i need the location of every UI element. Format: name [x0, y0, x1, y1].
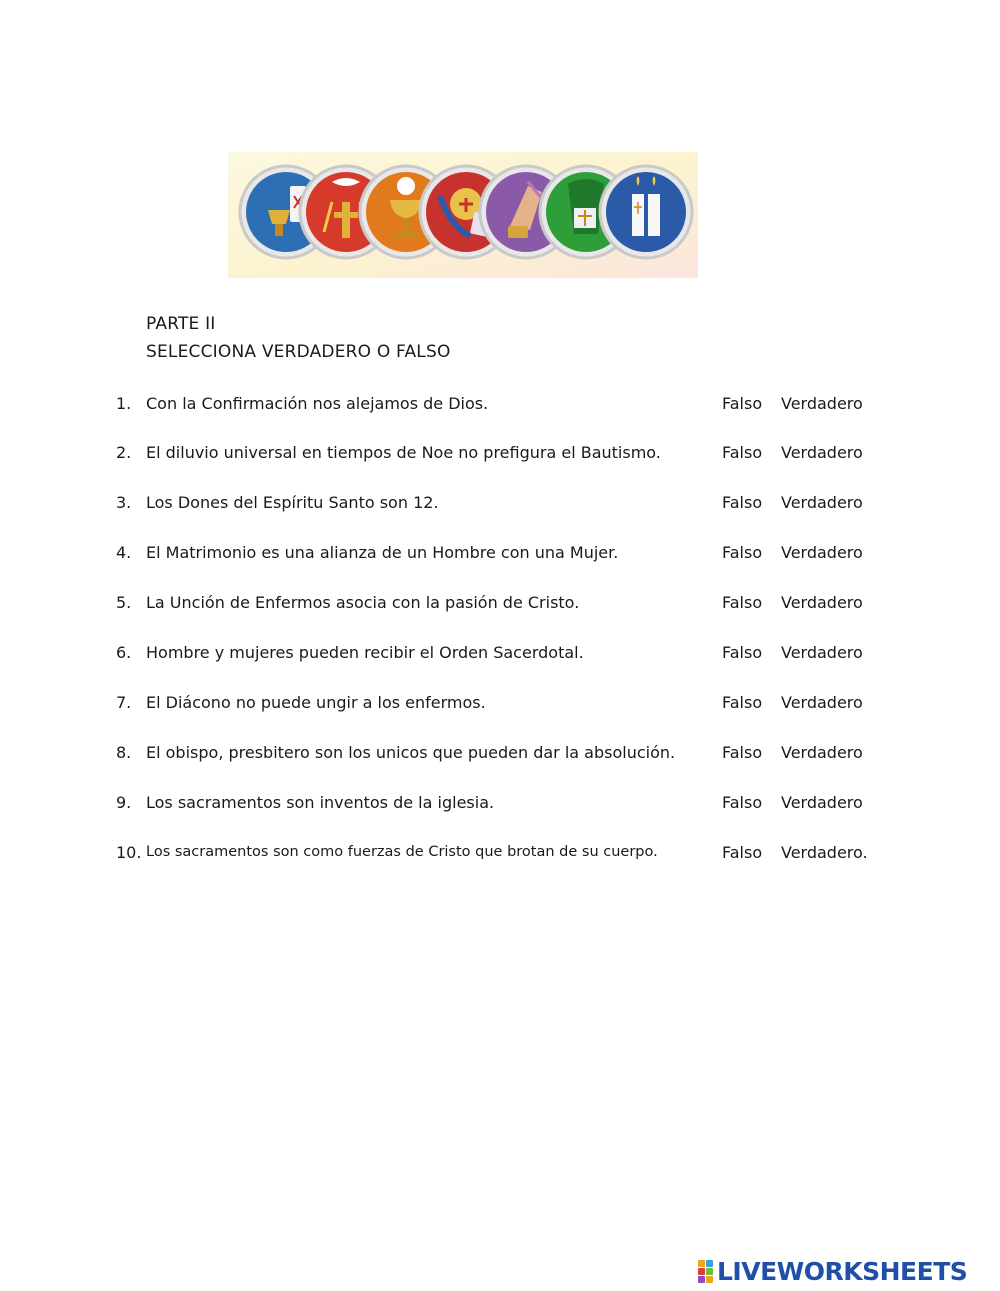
question-text: Los Dones del Espíritu Santo son 12. — [146, 493, 439, 512]
question-number: 7. — [116, 693, 132, 712]
question-number: 2. — [116, 443, 132, 462]
question-number: 10. — [116, 843, 142, 862]
question-number: 5. — [116, 593, 132, 612]
option-falso[interactable]: Falso — [722, 394, 763, 413]
question-number: 6. — [116, 643, 132, 662]
question-text: El obispo, presbitero son los unicos que pueden dar la absolución. — [146, 743, 676, 762]
option-verdadero[interactable]: Verdadero — [781, 394, 863, 413]
option-falso[interactable]: Falso — [722, 643, 763, 662]
question-number: 8. — [116, 743, 132, 762]
option-verdadero[interactable]: Verdadero — [781, 743, 863, 762]
question-row — [0, 394, 1000, 418]
option-falso[interactable]: Falso — [722, 543, 763, 562]
question-number: 3. — [116, 493, 132, 512]
instructions: SELECCIONA VERDADERO O FALSO — [146, 342, 451, 362]
question-row — [0, 493, 1000, 517]
option-verdadero[interactable]: Verdadero — [781, 643, 863, 662]
option-verdadero[interactable]: Verdadero — [781, 793, 863, 812]
part-title: PARTE II — [146, 314, 216, 334]
option-falso[interactable]: Falso — [722, 493, 763, 512]
option-verdadero[interactable]: Verdadero. — [781, 843, 868, 862]
question-row — [0, 643, 1000, 667]
option-falso[interactable]: Falso — [722, 743, 763, 762]
question-text: Hombre y mujeres pueden recibir el Orden Sacerdotal. — [146, 643, 584, 662]
question-text: El Matrimonio es una alianza de un Hombre con una Mujer. — [146, 543, 619, 562]
question-number: 1. — [116, 394, 132, 413]
liveworksheets-logo — [698, 1256, 967, 1286]
question-number: 9. — [116, 793, 132, 812]
option-verdadero[interactable]: Verdadero — [781, 693, 863, 712]
question-row — [0, 743, 1000, 767]
question-text: Los sacramentos son como fuerzas de Cristo que brotan de su cuerpo. — [146, 844, 658, 860]
option-falso[interactable]: Falso — [722, 843, 763, 862]
question-row — [0, 793, 1000, 817]
question-number: 4. — [116, 543, 132, 562]
option-verdadero[interactable]: Verdadero — [781, 593, 863, 612]
option-falso[interactable]: Falso — [722, 443, 763, 462]
question-text: El Diácono no puede ungir a los enfermos. — [146, 693, 486, 712]
question-text: El diluvio universal en tiempos de Noe no prefigura el Bautismo. — [146, 443, 661, 462]
question-row — [0, 593, 1000, 617]
liveworksheets-logo-icon — [698, 1260, 713, 1283]
option-verdadero[interactable]: Verdadero — [781, 543, 863, 562]
question-row — [0, 543, 1000, 567]
option-falso[interactable]: Falso — [722, 693, 763, 712]
option-verdadero[interactable]: Verdadero — [781, 443, 863, 462]
option-verdadero[interactable]: Verdadero — [781, 493, 863, 512]
option-falso[interactable]: Falso — [722, 793, 763, 812]
question-text: Los sacramentos son inventos de la iglesia. — [146, 793, 495, 812]
question-row — [0, 443, 1000, 467]
option-falso[interactable]: Falso — [722, 593, 763, 612]
question-text: La Unción de Enfermos asocia con la pasión de Cristo. — [146, 593, 580, 612]
question-row — [0, 843, 1000, 867]
brand-name: LIVEWORKSHEETS — [717, 1256, 968, 1286]
question-text: Con la Confirmación nos alejamos de Dios. — [146, 394, 489, 413]
question-row — [0, 693, 1000, 717]
